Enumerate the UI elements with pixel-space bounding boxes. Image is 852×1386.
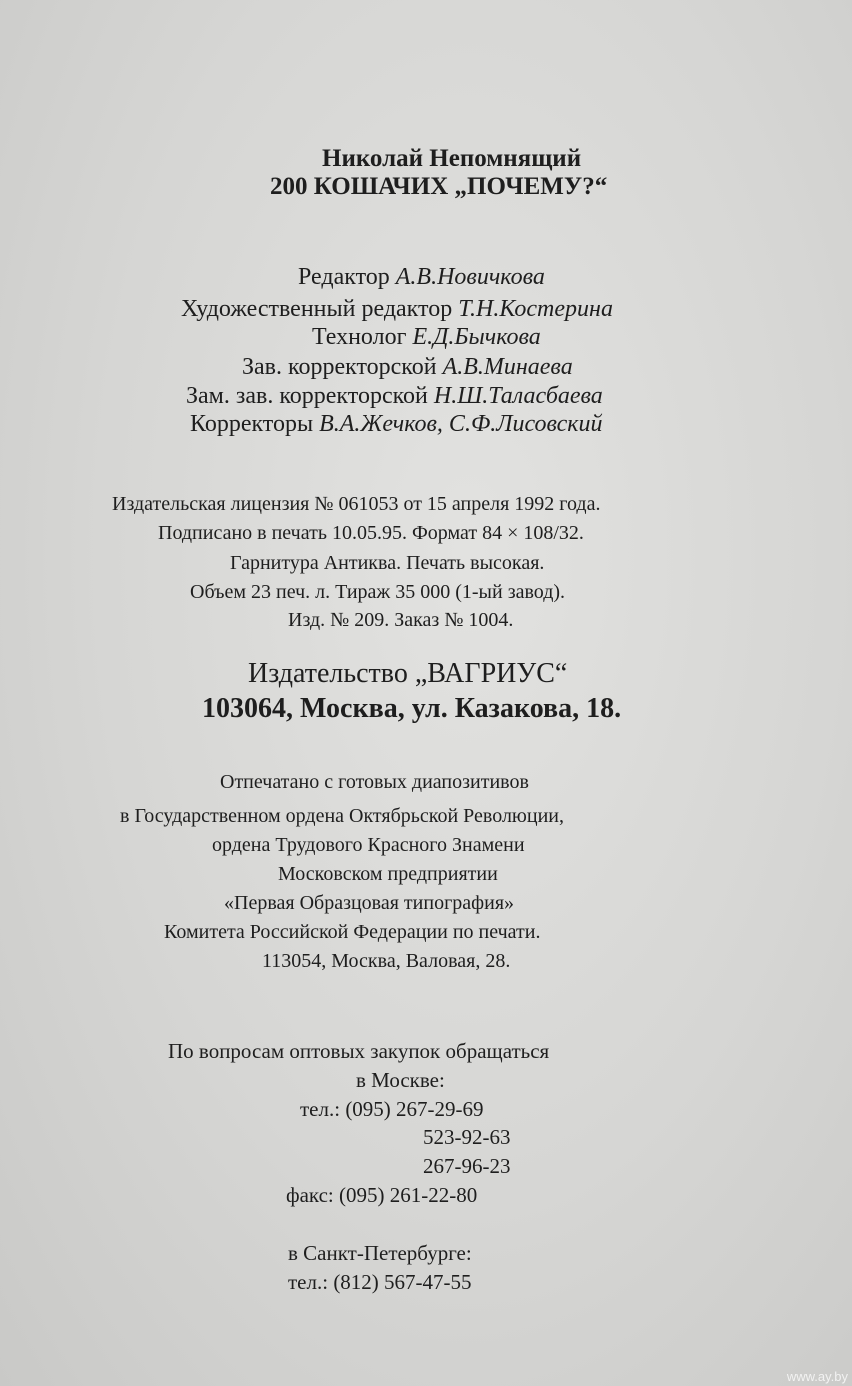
- credit-name: Т.Н.Костерина: [458, 296, 613, 322]
- book-title: 200 КОШАЧИХ „ПОЧЕМУ?“: [270, 173, 608, 200]
- tel-label: тел.:: [288, 1270, 329, 1294]
- credit-role: Зав. корректорской: [242, 354, 437, 380]
- wholesale-moscow-label: в Москве:: [356, 1068, 445, 1092]
- wholesale-heading: По вопросам оптовых закупок обращаться: [168, 1039, 550, 1063]
- imprint-typeface: Гарнитура Антиква. Печать высокая.: [230, 552, 545, 574]
- credit-role: Корректоры: [190, 411, 314, 437]
- imprint-order: Изд. № 209. Заказ № 1004.: [288, 609, 514, 631]
- credit-name: Н.Ш.Таласбаева: [433, 383, 603, 409]
- author-name: Николай Непомнящий: [322, 145, 582, 172]
- credit-editor: [298, 265, 545, 289]
- publisher-address: 103064, Москва, ул. Казакова, 18.: [202, 693, 622, 724]
- printing-line-5: «Первая Образцовая типография»: [224, 892, 515, 914]
- tel-label: тел.:: [300, 1097, 341, 1121]
- wholesale-moscow-tel-2: 523-92-63: [423, 1125, 511, 1149]
- imprint-license: Издательская лицензия № 061053 от 15 апреля 1992 года.: [112, 493, 601, 515]
- fax-number: (095) 261-22-80: [339, 1183, 478, 1207]
- credit-proof-head: [242, 355, 573, 379]
- credit-name: А.В.Минаева: [442, 354, 573, 380]
- credit-role: Зам. зав. корректорской: [186, 383, 428, 409]
- printing-line-6: Комитета Российской Федерации по печати.: [164, 921, 541, 943]
- printing-line-7: 113054, Москва, Валовая, 28.: [262, 950, 511, 972]
- watermark: www.ay.by: [786, 1369, 848, 1384]
- wholesale-moscow-tel-3: 267-96-23: [423, 1154, 511, 1178]
- wholesale-moscow-fax: [286, 1185, 477, 1206]
- wholesale-spb-tel: [288, 1272, 472, 1293]
- credit-role: Редактор: [298, 264, 390, 290]
- tel-number: (812) 567-47-55: [333, 1270, 472, 1294]
- credit-name: А.В.Новичкова: [395, 264, 545, 290]
- imprint-volume: Объем 23 печ. л. Тираж 35 000 (1-ый завод).: [190, 581, 566, 603]
- wholesale-spb-label: в Санкт-Петербурге:: [288, 1241, 472, 1265]
- credit-art-editor: [181, 297, 613, 321]
- credit-proofreaders: [190, 412, 603, 436]
- printing-line-4: Московском предприятии: [278, 863, 498, 885]
- credit-role: Технолог: [312, 324, 407, 350]
- imprint-signed: Подписано в печать 10.05.95. Формат 84 × 108/32.: [158, 522, 584, 544]
- fax-label: факс:: [286, 1183, 334, 1207]
- credit-name: В.А.Жечков, С.Ф.Лисовский: [319, 411, 603, 437]
- printing-line-1: Отпечатано с готовых диапозитивов: [220, 771, 529, 793]
- printing-line-2: в Государственном ордена Октябрьской Революции,: [120, 805, 564, 827]
- printing-line-3: ордена Трудового Красного Знамени: [212, 834, 525, 856]
- tel-number: (095) 267-29-69: [345, 1097, 484, 1121]
- credit-technologist: [312, 325, 541, 349]
- wholesale-moscow-tel-1: [300, 1099, 484, 1120]
- publisher-name: Издательство „ВАГРИУС“: [248, 658, 568, 689]
- credit-proof-deputy: [186, 384, 603, 408]
- credit-role: Художественный редактор: [181, 296, 453, 322]
- credit-name: Е.Д.Бычкова: [412, 324, 541, 350]
